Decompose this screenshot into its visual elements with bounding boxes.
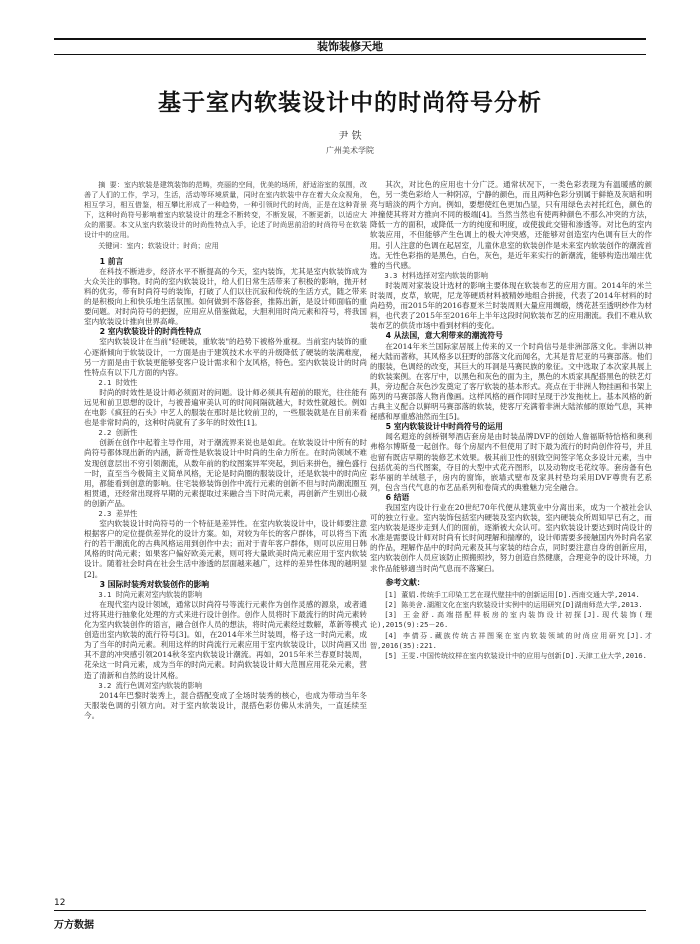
section-heading: 6 结语 bbox=[385, 492, 410, 502]
subsection-heading: 2.3 差异性 bbox=[98, 509, 138, 518]
references-list bbox=[370, 590, 652, 661]
reference-item: [3] 王金舒.高端搭配样板房的室内装饰设计初探[J].现代装饰(理论),2015(9):25－26. bbox=[370, 610, 652, 630]
left-body bbox=[84, 257, 367, 721]
reference-item: [5] 王雯.中国传统纹样在室内软装设计中的应用与创新[D].天津工业大学,2016. bbox=[384, 650, 647, 660]
paragraph: 时装周对家装设计选材的影响主要体现在软装布艺的应用方面。2014年的米兰时装周，皮草，软呢，尼龙等硬质材料被精妙地组合拼接，代表了2014年材料的时尚趋势，而2015年的2016春夏米兰时装周则大量应用绸缎，绣花甚至透明纱作为材料，也代表了2015年至2016年上半年这段时间软装布艺的应用潮流。我们不难从软装布艺的供货市场中看到材料的变化。 bbox=[370, 280, 652, 331]
author-affiliation: 广州美术学院 bbox=[326, 146, 374, 155]
section-label: 装饰装修天地 bbox=[317, 40, 383, 53]
section-heading: 4 从法国，意大利带来的潮流符号 bbox=[385, 331, 503, 341]
keywords: 关键词：室内；软装设计；时尚；应用 bbox=[98, 240, 219, 250]
paragraph: 在现代室内设计领域，通常以时尚符号等流行元素作为创作灵感的源泉，或者通过将其进行抽象化处理的方式来进行设计创作。创作人员将时下最流行的时尚元素转化为室内软装创作的语言，融合创作人员的想法，将时尚元素经过数解，革新等模式创造出室内软装的流行符号[3]。如，在2014年米兰时装周，格子这一时尚元素，成为了当年的时尚元素。利用这样的时尚流行元素应用于室内软装设计，以时尚画又出其不意的冲突感引领2014秋冬室内软装设计潮流。再如，2015年米兰春夏时装周，花朵这一时尚元素，成为当年的时尚元素。时尚软装设计师大范围应用花朵元素，营造了清新和自然的设计风格。 bbox=[84, 599, 367, 680]
paragraph: 室内软装设计在当前"轻硬装，重软装"的趋势下被格外重视。当前室内装饰的重心逐渐倾向于软装设计，一方面是由于建筑技术水平的升级降低了硬装的装满难度，另一方面是由于软装更能够变客户设计需求和个友风格，特色。室内软装设计的时尚性特点有以下几方面的内容。 bbox=[84, 337, 367, 377]
section-heading: 1 前言 bbox=[99, 256, 124, 266]
header-rule-bottom bbox=[54, 54, 646, 55]
right-column bbox=[370, 180, 652, 661]
section-header bbox=[54, 38, 646, 56]
paragraph: 时尚的时效性是设计师必须面对的问题。设计师必须具有超前的眼光，往往能有远见和前卫思想的设计，与被普遍审美认可的时间间隔就越大，时效性就越长。例如在电影《疯狂的石头》中艺人的服装在那时是比较前卫的，一些服装就是在目前来看也是非常时尚的，这种时尚就有了多年的时效性[1]。 bbox=[84, 387, 367, 428]
subsection-heading: 3.1 时尚元素对室内软装的影响 bbox=[98, 589, 202, 599]
paragraph: 在2014年米兰国际家居展上传来的又一个时尚信号是非洲部落文化。非洲以神秘大陆而著称，其风格多以狂野的部落文化而闻名，尤其是肯尼亚的马赛部落。他们的服装，色调经的改变，其巨大的耳洞是马赛民族的象征。文中选取了本次家具展上的软装案例。在客厅中，以黑色和灰色的面为主，黑色的木质家具配搭黑色的铁艺灯具，旁边配合灰色沙发奠定了客厅软装的基本形式。亮点在于非洲人物挂画和书架上陈列的马赛部落人物肖像画。这样风格的画作同时呈现于沙发拖枕上。基本风格的新古典主义配合以鲜明马赛部落的软装，使客厅充满着非洲大陆浓郁的原始气息，其神秘感和厚重感油然而生[5]。 bbox=[370, 341, 652, 422]
subsection-heading: 2.1 时效性 bbox=[98, 377, 138, 387]
article-title: 基于室内软装设计中的时尚符号分析 bbox=[158, 90, 542, 116]
reference-item: [4] 李倩芬.藏族传统古祥图案在室内软装领域的时尚应用研究[J].才智,2016(35):221. bbox=[370, 630, 652, 650]
paragraph: 在科技不断进步，经济水平不断提高的今天，室内装饰，尤其是室内软装饰成为大众关注的事物。时尚的室内软装设计，给人们日常生活带来了积极的影响，抛开材料的优劣，带有时尚符号的装饰，打破了人们以往沉寂和传统的生活方式，随之带来的是积极向上和快乐地生活氛围。如何做到不落俗套，推陈出新，是设计师面临的重要问题。对时尚符号的把握，应用应从借鉴做起，大胆利用时尚元素和符号，将我国室内软装设计推向世界高峰。 bbox=[84, 266, 367, 327]
paragraph: 其次，对比色的应用也十分广泛。通常状况下，一类色彩表现为有温暖感的颜色，另一类色彩给人一种阴凉，宁静的颜色，而且两种色彩分别属于鲜艳及灰暗和明亮与暗淡的两个方向。例如，要想使红色更加凸显，只有用绿色去衬托红色，颜色的冲撞使其将对方推向不同的极端[4]。当然当然也有使两种颜色不那么冲突的方法，降低一方的面积，或降低一方的纯度和明度，或使拔此交错和渗透等。对比色的室内软装应用，不但能够产生色调上的极大冲突感，还能够对创造室内色调有巨大的作用。引人注意的色调在起居室，儿童休息室的软装创作是未来室内软装创作的潮流首选。无性色彩指的是黑色，白色，灰色，是近年来实行的新潮流，能够构造出端庄优雅的当代感。 bbox=[370, 180, 652, 270]
footer-brand: 万方数据 bbox=[54, 920, 94, 931]
paragraph: 闻名遐迩的剑桥钢琴酒店套房是由时装品牌DVF的创始人詹福斯特恰格和奥利弗格尔博斯曼一起创作。每个房屋内不但使用了时下最为流行的时尚创作符号，并且也留有既店早期的装修艺术效果。极其前卫性的别致空间签字笔众多设计元素，当中包括优美的当代图案，夺目的大型中式花卉图形，以及动物皮毛花纹等。套房备有色彩华丽的羊绒毯子，房内的窗饰，嵌墙式壁布及家具村垫均采用DVF尊贵有艺系列，包含当代气息的布艺品系列和卷筒式的典雅魅力完全融合。 bbox=[370, 432, 652, 492]
subsection-heading: 3.3 材料选择对室内软装的影响 bbox=[384, 270, 488, 280]
abstract: 摘 要：室内软装是建筑装饰的范畴，亮丽的空间，优美的场所，舒适浴室的氛围，改善了人们的工作，学习，生活，活动等环境质量，同时在室内软装中存在着大众众视角，相互学习，相互借鉴，相互攀比形成了一种趋势，一种引领时代的时尚，正是在这种背景下，这种时尚符号影响着室内软装设计的理念不断转变，不断发展，不断更新，以适应大众的需要。本文从室内软装设计的时尚性特点入手，论述了时尚思前沿的时尚符号在软装设计中的应用。 bbox=[84, 180, 367, 240]
section-heading: 5 室内软装设计中时尚符号的运用 bbox=[385, 422, 503, 432]
left-column bbox=[84, 180, 367, 721]
paragraph: 室内软装设计时尚符号的一个特征是差异性。在室内软装设计中，设计师要注意根据客户的定位提供差异化的设计方案。如，对较为年长的客户群体，可以将当下流行的若干潮流化的古典风格运用到创作中去；而对于青年客户群体，则可以应用日韩风格的时尚元素；如果客户偏好欧美元素，则可将大量欧美时尚元素应用于室内软装设计。随着社会时尚在社会生活中渗透的层面越来越广，这样的差异性体现的越明显[2]。 bbox=[84, 519, 367, 579]
section-heading: 3 国际时装秀对软装创作的影响 bbox=[99, 579, 210, 589]
subsection-heading: 3.2 流行色调对室内软装的影响 bbox=[98, 680, 202, 690]
section-heading: 2 室内软装设计的时尚性特点 bbox=[99, 327, 202, 337]
author-name: 尹 铁 bbox=[338, 131, 362, 142]
paragraph: 2014年巴黎时装秀上，混合搭配变成了全场时装秀的核心，也成为带动当年冬天服装色调的引领方向。对于室内软装设计，混搭色彩仿佛从未消失，一直延续至今。 bbox=[84, 690, 367, 720]
footer-rule bbox=[54, 910, 646, 911]
paragraph: 我国室内设计行业在20世纪70年代便从建筑业中分离出来，成为一个被社会认可的独立行业。室内装饰包括室内硬装及室内软装，室内硬装众所周知早已有之，而室内软装是逐步走到人们的面前，逐渐被大众认可。室内软装设计要达到时尚设计的水准是需要设计师对时尚有长时间理解和揣摩的，设计师需要多接触国内外时尚名家的作品，理解作品中的时尚元素及其与家装的结合点，同时要注意自身的创新应用，室内软装创作人员应该防止照搬照抄，努力创造自然健康，合理竞争的设计环境，力求作品能够適当时尚气息而不落窠臼。 bbox=[370, 503, 652, 573]
subsection-heading: 2.2 创新性 bbox=[98, 428, 138, 438]
right-body bbox=[370, 180, 652, 574]
reference-item: [2] 陈美舍.湖湘文化在室内软装设计实例中的运用研究[D]湖南师范大学,2013. bbox=[384, 599, 643, 609]
paragraph: 创新在创作中起着主导作用，对于潮流界来说也是如此。在软装设计中所有的时尚符号都体现出新的内涵，新奇性是软装设计中时尚的生命力所在。在时尚领域不难发现创意层出不穷引领潮流，从数年前的豹纹图案异军突起，到后来拼色，撞色盛行一时，直至当今极简主义简单风格，无论是时尚圈的服装设计，还是软装中的时尚应用，都能看到创意的影响。住宅装修装饰创作中流行元素的创新不但与时尚潮流圈互相贯通，还经常出现将早期的元素提取过来融合当下时尚元素，再创新产生别出心裁的创新产品。 bbox=[84, 438, 367, 508]
references-title: 参考文献： bbox=[385, 577, 425, 587]
page-number: 12 bbox=[54, 898, 66, 908]
reference-item: [1] 董娟.传统手工印染工艺在现代壁挂中的创新运用[D].西南交通大学,2014. bbox=[384, 589, 640, 599]
